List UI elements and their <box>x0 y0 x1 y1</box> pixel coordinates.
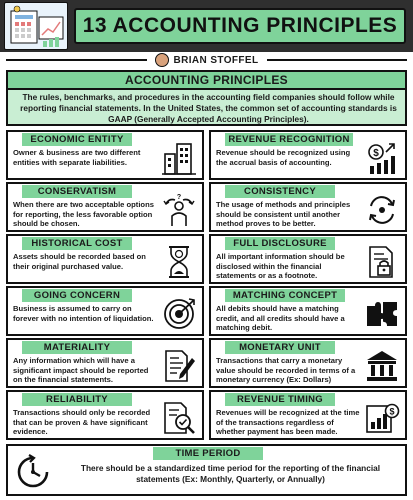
card-title: MATCHING CONCEPT <box>225 289 345 302</box>
hero-illustration <box>4 2 68 50</box>
card-text: Business is assumed to carry on forever with no intention of liquidation. <box>13 304 154 323</box>
divider <box>267 59 408 61</box>
card-text: There should be a standardized time period for the reporting of the financial statements (Ex: Monthly, Quarterly, or Annually) <box>80 463 381 484</box>
target-icon <box>161 296 197 332</box>
intro-panel <box>6 70 407 126</box>
puzzle-icon <box>364 296 400 332</box>
card-title: GOING CONCERN <box>22 289 132 302</box>
document-lock-icon <box>364 244 400 280</box>
divider <box>6 59 147 61</box>
card-text: Transactions that carry a monetary value should be recorded in terms of a monetary currency (Ex: Dollars) <box>216 356 356 385</box>
card-title: TIME PERIOD <box>153 447 263 460</box>
header-bar <box>0 0 413 52</box>
card-historical-cost <box>6 234 204 284</box>
card-text: Revenues will be recognized at the time of the transactions regardless of whether payment has been made. <box>216 408 360 437</box>
card-text: All debits should have a matching credit, and all credits should have a matching debit. <box>216 304 345 333</box>
clock-icon <box>14 453 52 491</box>
card-going-concern <box>6 286 204 336</box>
card-monetary-unit <box>209 338 407 388</box>
card-text: Any information which will have a significant impact should be reported on the financial statements. <box>13 356 149 385</box>
card-title: MONETARY UNIT <box>225 341 335 354</box>
card-economic-entity <box>6 130 204 180</box>
card-title: HISTORICAL COST <box>22 237 132 250</box>
card-text: The usage of methods and principles should be consistent until another method proves to be better. <box>216 200 351 229</box>
hourglass-money-icon <box>161 244 197 280</box>
card-title: FULL DISCLOSURE <box>225 237 335 250</box>
card-title: REVENUE TIMING <box>225 393 335 406</box>
card-title: CONSERVATISM <box>22 185 132 198</box>
svg-text:$: $ <box>373 148 379 159</box>
card-text: Revenue should be recognized using the accrual basis of accounting. <box>216 148 351 167</box>
intro-body: The rules, benchmarks, and procedures in the accounting field companies should follow while reporting financial statements. In the United States, the common set of accounting standards is GAAP (Generally Accepted Accounting Principles). <box>20 92 397 124</box>
card-materiality <box>6 338 204 388</box>
refresh-icon <box>364 192 400 228</box>
card-revenue-recognition <box>209 130 407 180</box>
intro-title: ACCOUNTING PRINCIPLES <box>8 72 405 90</box>
chart-dollar-icon <box>364 400 400 436</box>
author-byline <box>6 52 407 68</box>
card-text: Transactions should only be recorded that can be proven & have significant evidence. <box>13 408 151 437</box>
card-full-disclosure <box>209 234 407 284</box>
svg-text:$: $ <box>389 406 395 417</box>
card-title: CONSISTENCY <box>225 185 335 198</box>
card-title: ECONOMIC ENTITY <box>22 133 132 146</box>
author-name: BRIAN STOFFEL <box>173 54 259 66</box>
bank-icon <box>364 348 400 384</box>
card-title: MATERIALITY <box>22 341 132 354</box>
decision-icon <box>161 192 197 228</box>
card-title: REVENUE RECOGNITION <box>225 133 353 146</box>
card-conservatism <box>6 182 204 232</box>
card-text: Assets should be recorded based on their original purchased value. <box>13 252 146 271</box>
card-text: Owner & business are two different entities with separate liabilities. <box>13 148 141 167</box>
avatar <box>155 53 169 67</box>
card-text: When there are two acceptable options for reporting, the less favorable option should be chosen. <box>13 200 154 229</box>
svg-text:?: ? <box>176 194 182 201</box>
buildings-icon <box>161 140 197 176</box>
document-search-icon <box>161 400 197 436</box>
document-pen-icon <box>161 348 197 384</box>
card-consistency <box>209 182 407 232</box>
card-reliability <box>6 390 204 440</box>
money-growth-icon <box>364 140 400 176</box>
card-revenue-timing <box>209 390 407 440</box>
page-title: 13 ACCOUNTING PRINCIPLES <box>74 8 406 44</box>
card-text: All important information should be disclosed within the financial statements or as a footnote. <box>216 252 345 281</box>
card-matching-concept <box>209 286 407 336</box>
card-title: RELIABILITY <box>22 393 132 406</box>
card-time-period <box>6 444 407 496</box>
